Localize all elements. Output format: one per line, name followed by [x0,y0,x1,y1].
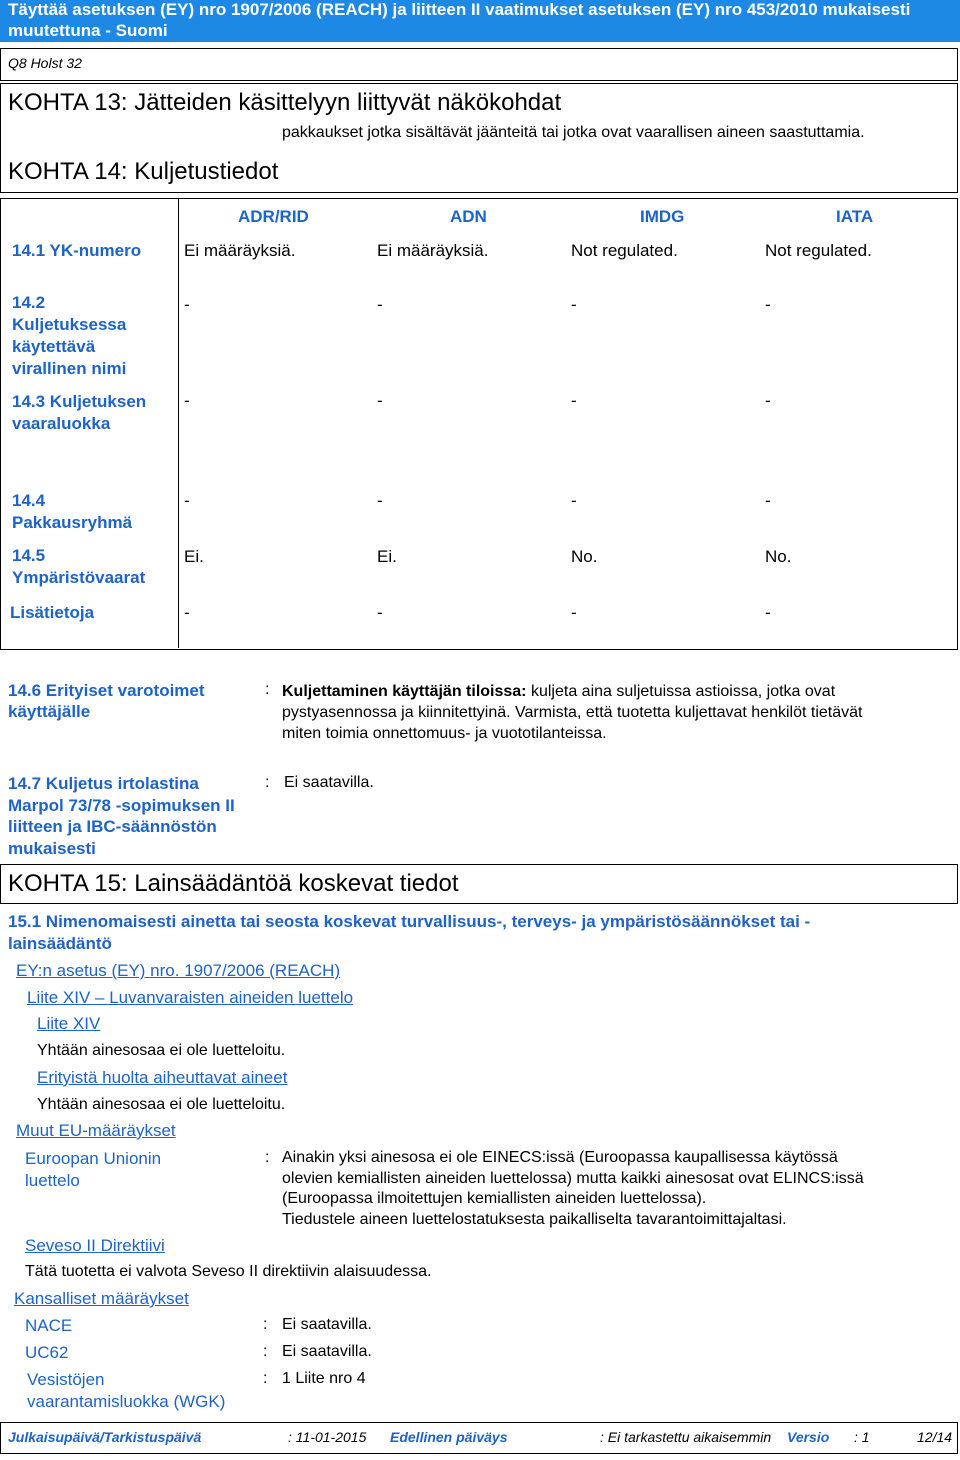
row-label-14-5: 14.5 Ympäristövaarat [12,546,146,587]
colon: : [263,1343,268,1360]
text-14-6: Kuljettaminen käyttäjän tiloissa: kuljeta aina suljetuissa astioissa, jotka ovat pystyasennossa ja kiinnitettyinä. Varmista, että tuotetta kuljettavat henkilöt tietävät miten toimia onnettomuus- ja vuototilanteissa. [282,683,863,742]
col-header-iata: IATA [836,207,874,226]
cell-value: - [184,391,190,410]
wgk-value: 1 Liite nro 4 [282,1370,366,1387]
section14-title: KOHTA 14: Kuljetustiedot [8,158,279,185]
section15-title: KOHTA 15: Lainsäädäntöä koskevat tiedot [8,870,459,897]
nace-label: NACE [25,1316,73,1335]
cell-value: - [765,391,771,410]
national-heading: Kansalliset määräykset [14,1289,189,1308]
none-listed-2: Yhtään ainesosaa ei ole luetteloitu. [37,1096,286,1113]
wgk-label: Vesistöjen vaarantamisluokka (WGK) [27,1370,226,1411]
row-label-14-2: 14.2 Kuljetuksessa käytettävä virallinen nimi [12,293,127,378]
cell-value: - [765,295,771,314]
seveso-text: Tätä tuotetta ei valvota Seveso II direktiivin alaisuudessa. [25,1263,432,1280]
cell-value: Ei määräyksiä. [184,241,296,260]
eu-list-text: Ainakin yksi ainesosa ei ole EINECS:issä (Euroopassa kaupallisessa käytössä olevien kemiallisten aineiden luettelossa) mutta kaikki ainesosat ovat ELINCS:issä (Euroopassa ilmoitettujen kemiallisten aineiden luettelossa). Tiedustele aineen luettelostatuksesta paikalliselta tavarantoimittajaltasi. [282,1149,864,1228]
cell-value: Not regulated. [571,241,678,260]
header-title-line2: muutettuna - Suomi [8,21,168,40]
cell-value: - [765,603,771,622]
row-label-14-1: 14.1 YK-numero [12,241,142,260]
footer-date-label: Julkaisupäivä/Tarkistuspäivä [8,1429,202,1445]
footer-prev-value: : Ei tarkastettu aikaisemmin [600,1429,772,1445]
row-label-additional: Lisätietoja [10,603,95,622]
svhc-heading: Erityistä huolta aiheuttavat aineet [37,1068,288,1087]
eu-list-label: Euroopan Unionin luettelo [25,1149,162,1190]
label-15-1: 15.1 Nimenomaisesti ainetta tai seosta koskevat turvallisuus-, terveys- ja ympäristösäännökset tai - lainsäädäntö [8,912,811,953]
colon: : [265,1149,270,1166]
footer-date-value: : 11-01-2015 [288,1429,367,1445]
cell-value: Ei. [184,547,204,566]
cell-value: - [377,391,383,410]
cell-value: - [571,603,577,622]
row-label-14-3: 14.3 Kuljetuksen vaaraluokka [12,392,147,433]
annex14-heading: Liite XIV – Luvanvaraisten aineiden luettelo [27,988,354,1007]
cell-value: - [571,491,577,510]
product-bar [0,48,958,81]
cell-value: - [571,391,577,410]
colon: : [263,1316,268,1333]
section13-title: KOHTA 13: Jätteiden käsittelyyn liittyvät näkökohdat [8,89,562,116]
cell-value: - [184,491,190,510]
reach-heading: EY:n asetus (EY) nro. 1907/2006 (REACH) [16,961,341,980]
nace-value: Ei saatavilla. [282,1316,372,1333]
label-14-6: 14.6 Erityiset varotoimet käyttäjälle [8,681,205,721]
cell-value: - [377,295,383,314]
value-14-7: Ei saatavilla. [284,774,374,791]
cell-value: - [377,491,383,510]
row-label-14-4: 14.4 Pakkausryhmä [12,491,133,532]
label-14-7: 14.7 Kuljetus irtolastina Marpol 73/78 -sopimuksen II liitteen ja IBC-säännöstön mukaisesti [8,774,235,858]
cell-value: Not regulated. [765,241,872,260]
colon: : [265,774,270,791]
col-header-adr: ADR/RID [238,207,309,226]
footer-prev-label: Edellinen päiväys [390,1429,508,1445]
cell-value: - [184,295,190,314]
cell-value: - [377,603,383,622]
cell-value: - [571,295,577,314]
cell-value: - [184,603,190,622]
col-header-adn: ADN [450,207,487,226]
footer-page-number: 12/14 [917,1429,953,1445]
cell-value: No. [571,547,598,566]
other-eu-heading: Muut EU-määräykset [16,1121,176,1140]
table-divider [178,198,179,648]
section13-text: pakkaukset jotka sisältävät jäänteitä tai jotka ovat vaarallisen aineen saastuttamia. [282,124,865,141]
cell-value: - [765,491,771,510]
uc62-label: UC62 [25,1343,69,1362]
cell-value: Ei määräyksiä. [377,241,489,260]
footer-version-value: : 1 [854,1429,870,1445]
footer-version-label: Versio [787,1429,830,1445]
col-header-imdg: IMDG [640,207,685,226]
colon: : [265,681,270,698]
liite14-heading: Liite XIV [37,1014,101,1033]
seveso-heading: Seveso II Direktiivi [25,1236,165,1255]
product-name: Q8 Holst 32 [8,55,82,71]
none-listed-1: Yhtään ainesosaa ei ole luetteloitu. [37,1042,286,1059]
cell-value: Ei. [377,547,397,566]
header-title-line1: Täyttää asetuksen (EY) nro 1907/2006 (REACH) ja liitteen II vaatimukset asetuksen (EY) nro 453/2010 mukaisesti [8,0,911,19]
uc62-value: Ei saatavilla. [282,1343,372,1360]
colon: : [263,1370,268,1387]
cell-value: No. [765,547,792,566]
